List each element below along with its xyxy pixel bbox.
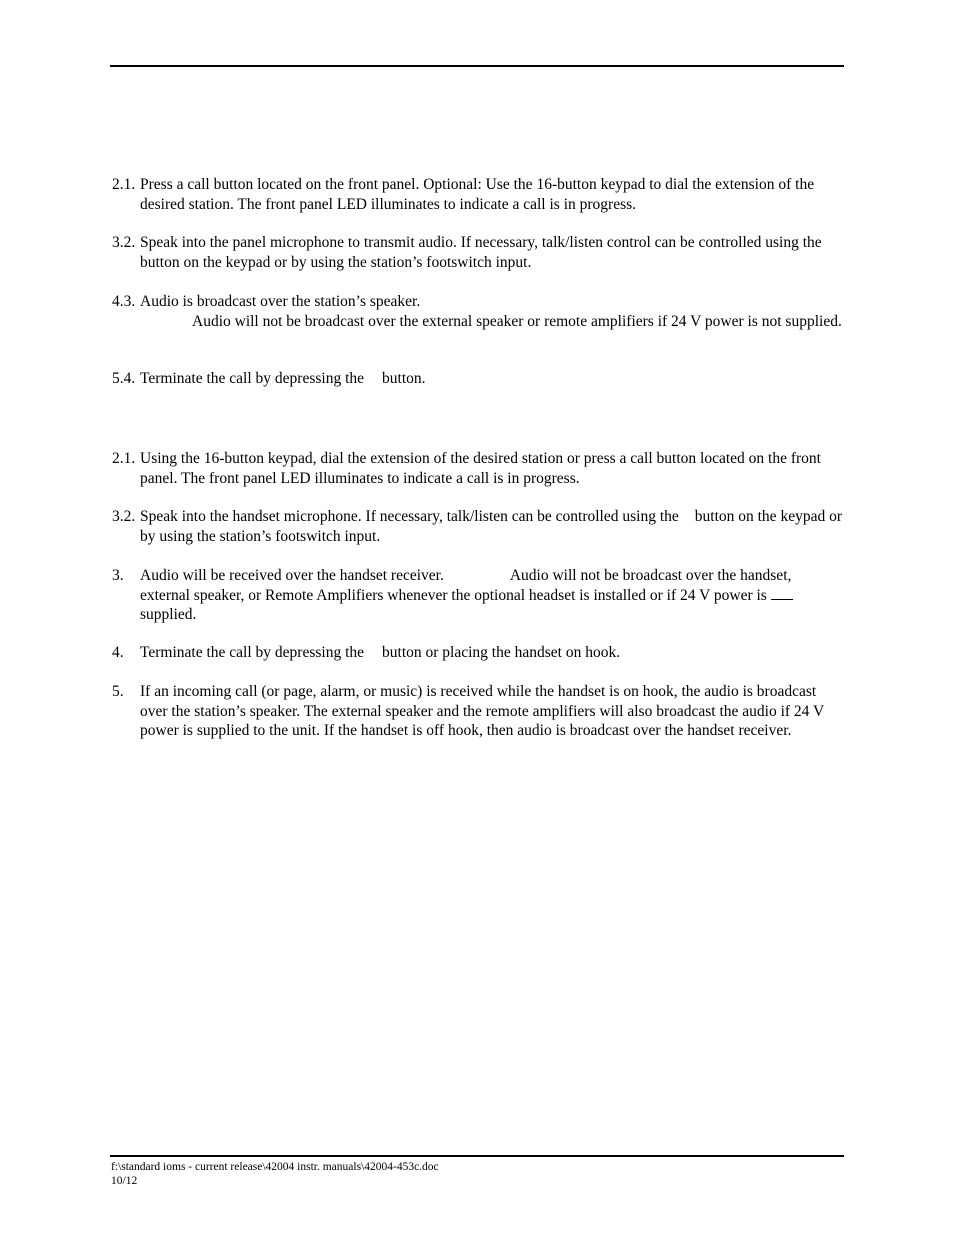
list-item [112, 682, 842, 741]
list-item [112, 292, 842, 331]
list-item [112, 175, 842, 214]
list-item [112, 643, 842, 663]
item-number: 3.2. [112, 234, 136, 251]
item-number: 2.1. [112, 176, 136, 193]
page-footer [111, 1160, 439, 1188]
item-text: Press a call button located on the front panel. Optional: Use the 16-button keypad to dial the extension of the desired station. The front panel LED illuminates to indicate a call is in progress. [140, 176, 815, 213]
item-number: 4.3. [112, 293, 136, 310]
item-number: 3. [112, 567, 124, 584]
item-text: Audio is broadcast over the station’s speaker. Audio will not be broadcast over the external speaker or remote amplifiers if 24 V power is not supplied. [140, 293, 842, 330]
item-text: Audio will be received over the handset receiver. Audio will not be broadcast over the handset, external speaker, or Remote Amplifiers whenever the optional headset is installed or if 24 V power is supplied. [140, 567, 792, 624]
item-text: Terminate the call by depressing the button or placing the handset on hook. [140, 644, 621, 661]
item-number: 2.1. [112, 450, 136, 467]
list-item [112, 507, 842, 546]
item-number: 4. [112, 644, 124, 661]
item-number: 5.4. [112, 370, 136, 387]
footer-date: 10/12 [111, 1175, 138, 1187]
item-number: 3.2. [112, 508, 136, 525]
blank-underline [771, 587, 793, 600]
item-text: Using the 16-button keypad, dial the extension of the desired station or press a call button located on the front panel. The front panel LED illuminates to indicate a call is in progress. [140, 450, 821, 487]
list-item [112, 369, 842, 389]
footer-rule [110, 1155, 844, 1157]
item-text: Terminate the call by depressing the button. [140, 370, 426, 387]
list-item [112, 449, 842, 488]
list-item [112, 566, 842, 625]
item-text: Speak into the panel microphone to transmit audio. If necessary, talk/listen control can be controlled using thebutton on the keypad or by using the station’s footswitch input. [140, 234, 822, 271]
list-item [112, 233, 842, 272]
footer-file-path: f:\standard ioms - current release\42004 instr. manuals\42004-453c.doc [111, 1161, 439, 1173]
header-rule [110, 65, 844, 67]
item-text: Speak into the handset microphone. If necessary, talk/listen can be controlled using the button on the keypad or by using the station’s footswitch input. [140, 508, 842, 545]
item-text: If an incoming call (or page, alarm, or music) is received while the handset is on hook, the audio is broadcast over the station’s speaker. The external speaker and the remote amplifiers will also broadcast the audio if 24 V power is supplied to the unit. If the handset is off hook, then audio is broadcast over the handset receiver. [140, 683, 824, 740]
item-number: 5. [112, 683, 124, 700]
